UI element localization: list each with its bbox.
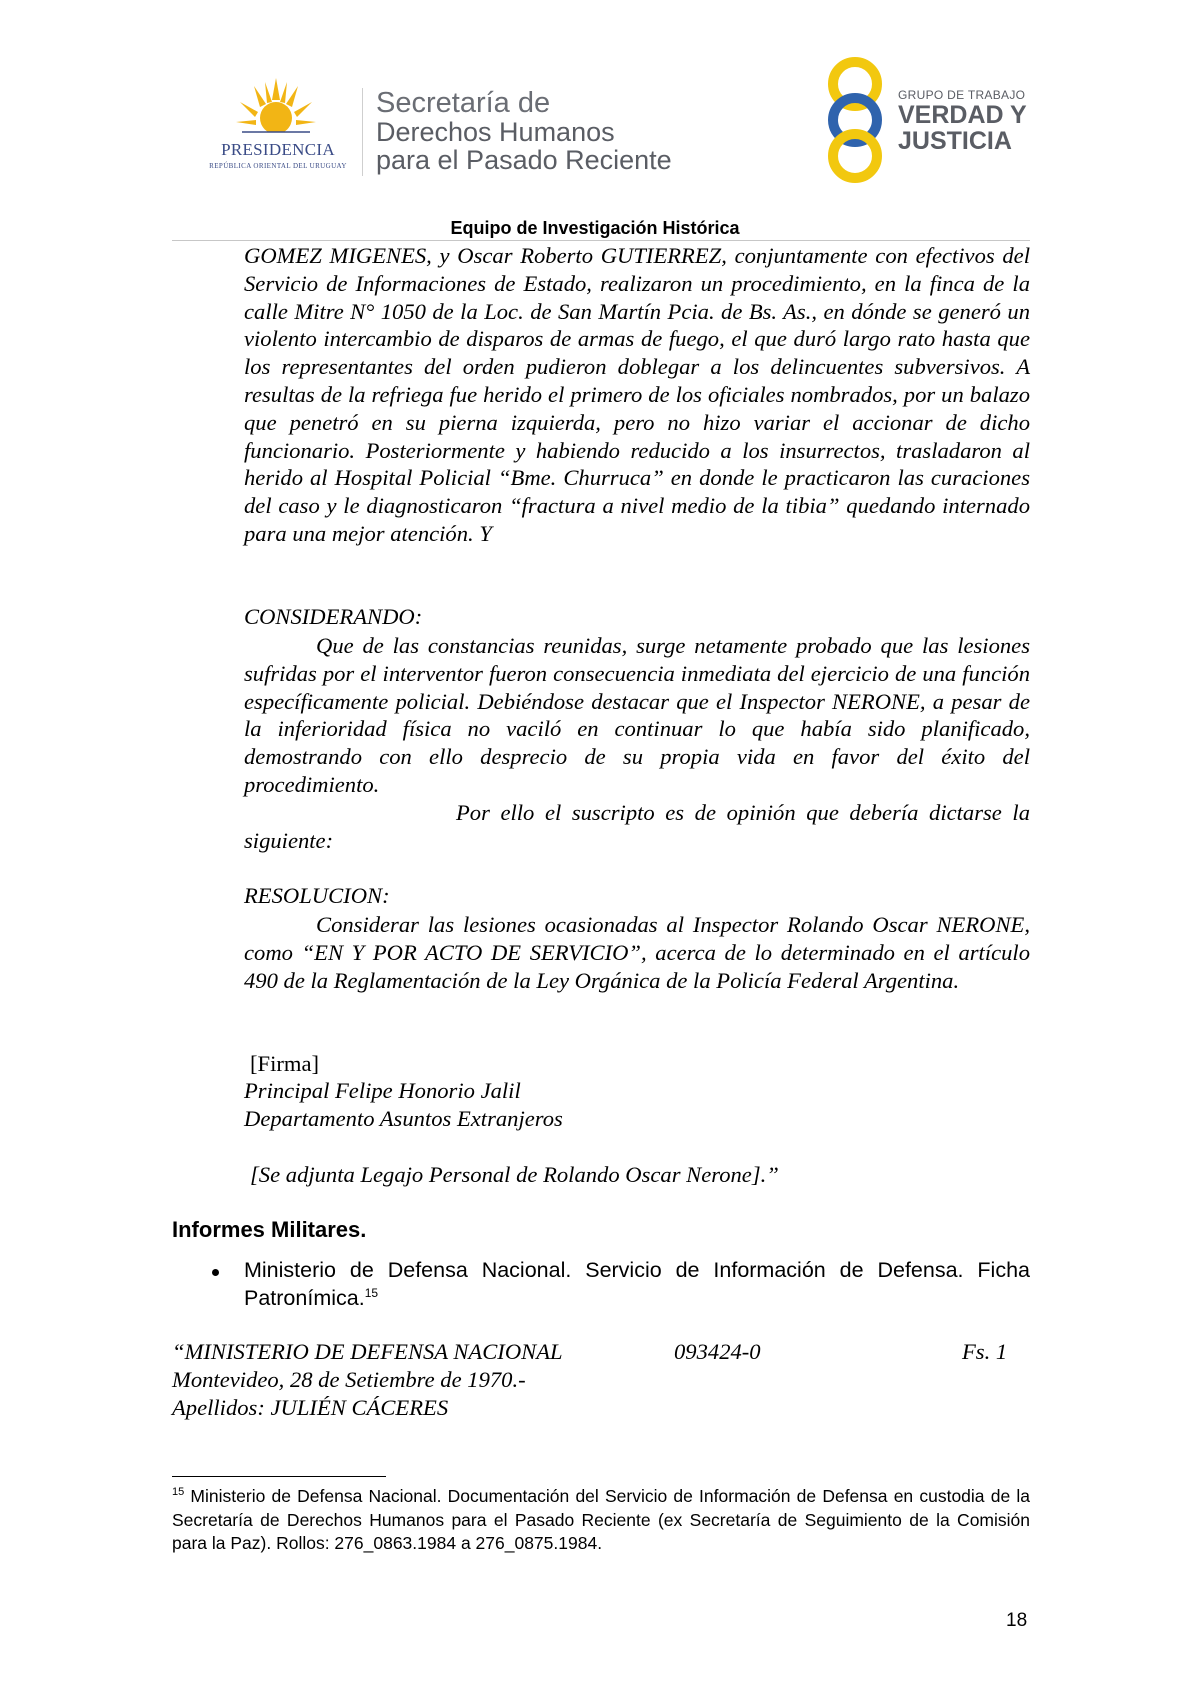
secretaria-title [376,88,672,174]
bullet-item-text: Ministerio de Defensa Nacional. Servicio de Información de Defensa. Ficha Patronímica. [244,1258,1030,1310]
grupo-line-3: JUSTICIA [898,127,1012,155]
footnote [172,1485,1030,1556]
resolucion-paragraph: Considerar las lesiones ocasionadas al Inspector Rolando Oscar NERONE, como “EN Y POR ACTO DE SERVICIO”, acerca de lo determinado en el artículo 490 de la Reglamentación de la Ley Orgánica de la Policía Federal Argentina. [244,912,1030,993]
presidencia-label: PRESIDENCIA [221,140,335,159]
secretaria-line-3: para el Pasado Reciente [376,145,672,175]
rings-emblem-icon [820,56,890,184]
record-surnames: Apellidos: JULIÉN CÁCERES [172,1395,449,1420]
grupo-line-1: GRUPO DE TRABAJO [898,88,1026,102]
por-ello-paragraph [244,799,1030,855]
por-ello-text: Por ello el suscripto es de opinión que debería dictarse la siguiente: [244,800,1030,853]
bullet-item [244,1256,1030,1312]
section-heading: Informes Militares. [172,1217,367,1242]
record-ministry: “MINISTERIO DE DEFENSA NACIONAL [172,1339,563,1364]
main-paragraph: GOMEZ MIGENES, y Oscar Roberto GUTIERREZ, conjuntamente con efectivos del Servicio de Informaciones de Estado, realizaron un procedimiento, en la finca de la calle Mitre N° 1050 de la Loc. de San Martín Pcia. de Bs. As., en dónde se generó un violento intercambio de disparos de armas de fuego, el que duró largo rato hasta que los representantes del orden pudieron doblegar a los delincuentes subversivos. A resultas de la refriega fue herido el primero de los oficiales nombrados, por un balazo que penetró en su pierna izquierda, pero no hizo variar el accionar de dicho funcionario. Posteriormente y habiendo reducido a los insurrectos, trasladaron al herido al Hospital Policial “Bme. Churruca” en donde le practicaron las curaciones del caso y le diagnosticaron “fractura a nivel medio de la tibia” quedando internado para una mejor atención. Y [244,243,1030,546]
presidencia-logo [198,78,358,178]
footnote-number: 15 [172,1486,185,1499]
team-title: Equipo de Investigación Histórica [450,218,740,238]
record-number: 093424-0 [674,1339,761,1364]
sun-emblem-icon [236,78,316,142]
footnote-text: Ministerio de Defensa Nacional. Documentación del Servicio de Información de Defensa en custodia de la Secretaría de Derechos Humanos para el Pasado Reciente (ex Secretaría de Seguimiento de la Comisión para la Paz). Rollos: 276_0863.1984 a 276_0875.1984. [172,1486,1030,1553]
footnote-rule [172,1476,386,1477]
attachment-note: [Se adjunta Legajo Personal de Rolando Oscar Nerone].” [250,1162,779,1187]
record-date: Montevideo, 28 de Setiembre de 1970.- [172,1367,526,1392]
footnote-ref[interactable]: 15 [364,1285,379,1300]
header-rule [172,240,1030,241]
presidencia-subtitle: REPÚBLICA ORIENTAL DEL URUGUAY [209,162,347,170]
record-folio: Fs. 1 [962,1339,1008,1364]
secretaria-line-1: Secretaría de [376,87,551,119]
considerando-heading: CONSIDERANDO: [244,604,423,629]
secretaria-line-2: Derechos Humanos [376,117,615,147]
header-divider [362,88,363,176]
bullet-icon [212,1269,219,1276]
page-number: 18 [1006,1610,1028,1631]
signer-name: Principal Felipe Honorio Jalil [244,1078,521,1103]
grupo-line-2: VERDAD Y [898,101,1027,129]
resolucion-heading: RESOLUCION: [244,883,390,908]
considerando-paragraph: Que de las constancias reunidas, surge netamente probado que las lesiones sufridas por el interventor fueron consecuencia inmediata del ejercicio de una función específicamente policial. Debiéndose destacar que el Inspector NERONE, a pesar de la inferioridad física no vaciló en continuar lo que había sido planificado, demostrando con ello desprecio de su propia vida en favor del éxito del procedimiento. [244,633,1030,797]
signer-department: Departamento Asuntos Extranjeros [244,1106,563,1131]
verdad-justicia-logo [820,56,1040,184]
firma-label: [Firma] [250,1051,320,1076]
